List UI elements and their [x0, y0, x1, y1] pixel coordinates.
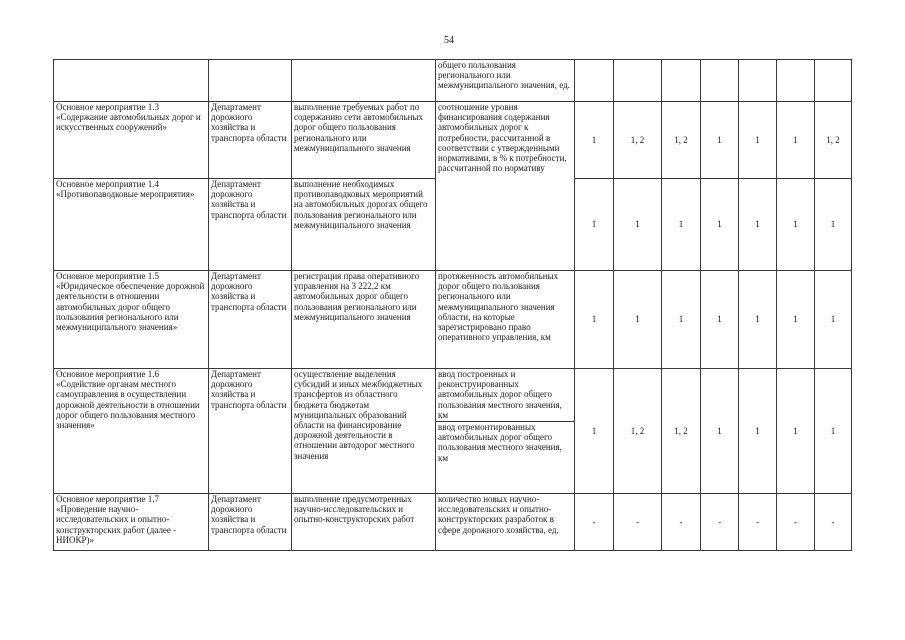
value-cell: - — [575, 494, 614, 551]
value-cell: 1 — [777, 271, 815, 369]
result-cell: осуществление выделения субсидий и иных межбюджетных трансфертов из областного бюджета бюджетам муниципальных образований области на финансирование дорожной деятельности в отношении автодорог местного значения — [292, 369, 436, 494]
value-cell: 1 — [701, 271, 739, 369]
value-cell: 1 — [701, 179, 739, 271]
table-row — [54, 494, 852, 551]
value-cell: 1, 2 — [815, 102, 852, 179]
executor-cell: Департамент дорожного хозяйства и транспорта области — [209, 271, 292, 369]
executor-cell: Департамент дорожного хозяйства и транспорта области — [209, 494, 292, 551]
value-cell: - — [614, 494, 662, 551]
value-cell: - — [739, 494, 777, 551]
table-row — [54, 271, 852, 369]
executor-cell — [209, 60, 292, 102]
result-cell: выполнение требуемых работ по содержанию сети автомобильных дорог общего пользования регионального или межмуниципального значения — [292, 102, 436, 179]
indicator-cell: протяженность автомобильных дорог общего пользования регионального или межмуниципального значения области, на которые зарегистрировано право оперативного управления, км — [436, 271, 575, 369]
result-cell: выполнение предусмотренных научно-исследовательских и опытно-конструкторских работ — [292, 494, 436, 551]
value-cell: 1 — [701, 369, 739, 494]
value-cell: 1 — [739, 179, 777, 271]
table-row — [54, 60, 852, 102]
value-cell — [662, 60, 701, 102]
value-cell: 1 — [815, 369, 852, 494]
value-cell: 1 — [575, 369, 614, 494]
value-cell: 1 — [614, 271, 662, 369]
table-row — [54, 102, 852, 179]
value-cell: - — [662, 494, 701, 551]
value-cell: 1 — [739, 271, 777, 369]
executor-cell: Департамент дорожного хозяйства и транспорта области — [209, 179, 292, 271]
result-cell: регистрация права оперативного управления на 3 222,2 км автомобильных дорог общего пользования регионального или межмуниципального значения — [292, 271, 436, 369]
indicator-cell — [436, 369, 575, 494]
value-cell — [614, 60, 662, 102]
table-row — [54, 369, 852, 494]
value-cell: - — [777, 494, 815, 551]
indicator-cell: общего пользования регионального или межмуниципального значения, ед. — [436, 60, 575, 102]
value-cell: 1 — [815, 271, 852, 369]
value-cell: - — [815, 494, 852, 551]
value-cell: 1 — [701, 102, 739, 179]
value-cell: 1 — [575, 179, 614, 271]
executor-cell: Департамент дорожного хозяйства и транспорта области — [209, 369, 292, 494]
indicator-bottom: ввод отремонтированных автомобильных дорог общего пользования местного значения, км — [438, 422, 562, 463]
result-cell — [292, 60, 436, 102]
value-cell: 1, 2 — [662, 102, 701, 179]
value-cell: 1 — [614, 179, 662, 271]
indicator-cell: количество новых научно-исследовательских и опытно-конструкторских разработок в сфере дорожного хозяйства, ед. — [436, 494, 575, 551]
measure-cell: Основное мероприятие 1.3 «Содержание автомобильных дорог и искусственных сооружений» — [54, 102, 209, 179]
value-cell: 1 — [739, 369, 777, 494]
page-number: 54 — [444, 35, 454, 46]
value-cell: 1, 2 — [614, 369, 662, 494]
value-cell — [701, 60, 739, 102]
value-cell: - — [701, 494, 739, 551]
value-cell: 1 — [662, 271, 701, 369]
measure-cell: Основное мероприятие 1.5 «Юридическое обеспечение дорожной деятельности в отношении автомобильных дорог общего пользования регионального или межмуниципального значения» — [54, 271, 209, 369]
value-cell: 1 — [662, 179, 701, 271]
value-cell — [777, 60, 815, 102]
value-cell: 1, 2 — [662, 369, 701, 494]
value-cell: 1 — [777, 179, 815, 271]
value-cell — [815, 60, 852, 102]
indicator-cell: соотношение уровня финансирования содержания автомобильных дорог к потребности, рассчитанной в соответствии с утвержденными нормативами, в % к потребности, рассчитанной по нормативу — [436, 102, 575, 271]
value-cell: 1 — [739, 102, 777, 179]
value-cell — [739, 60, 777, 102]
measure-cell: Основное мероприятие 1.7 «Проведение научно-исследовательских и опытно-конструкторских работ (далее - НИОКР)» — [54, 494, 209, 551]
executor-cell: Департамент дорожного хозяйства и транспорта области — [209, 102, 292, 179]
value-cell: 1, 2 — [614, 102, 662, 179]
measure-cell: Основное мероприятие 1.4 «Противопаводковые мероприятия» — [54, 179, 209, 271]
indicator-top: ввод построенных и реконструированных автомобильных дорог общего пользования местного значения, км — [436, 369, 574, 422]
value-cell: 1 — [575, 271, 614, 369]
measure-cell: Основное мероприятие 1.6 «Содействие органам местного самоуправления в осуществлении дорожной деятельности в отношении дорог общего пользования местного значения» — [54, 369, 209, 494]
value-cell: 1 — [777, 102, 815, 179]
program-activities-table — [53, 59, 852, 551]
value-cell: 1 — [815, 179, 852, 271]
value-cell: 1 — [777, 369, 815, 494]
measure-cell — [54, 60, 209, 102]
value-cell — [575, 60, 614, 102]
value-cell: 1 — [575, 102, 614, 179]
result-cell: выполнение необходимых противопаводковых мероприятий на автомобильных дорогах общего пользования регионального или межмуниципального значения — [292, 179, 436, 271]
